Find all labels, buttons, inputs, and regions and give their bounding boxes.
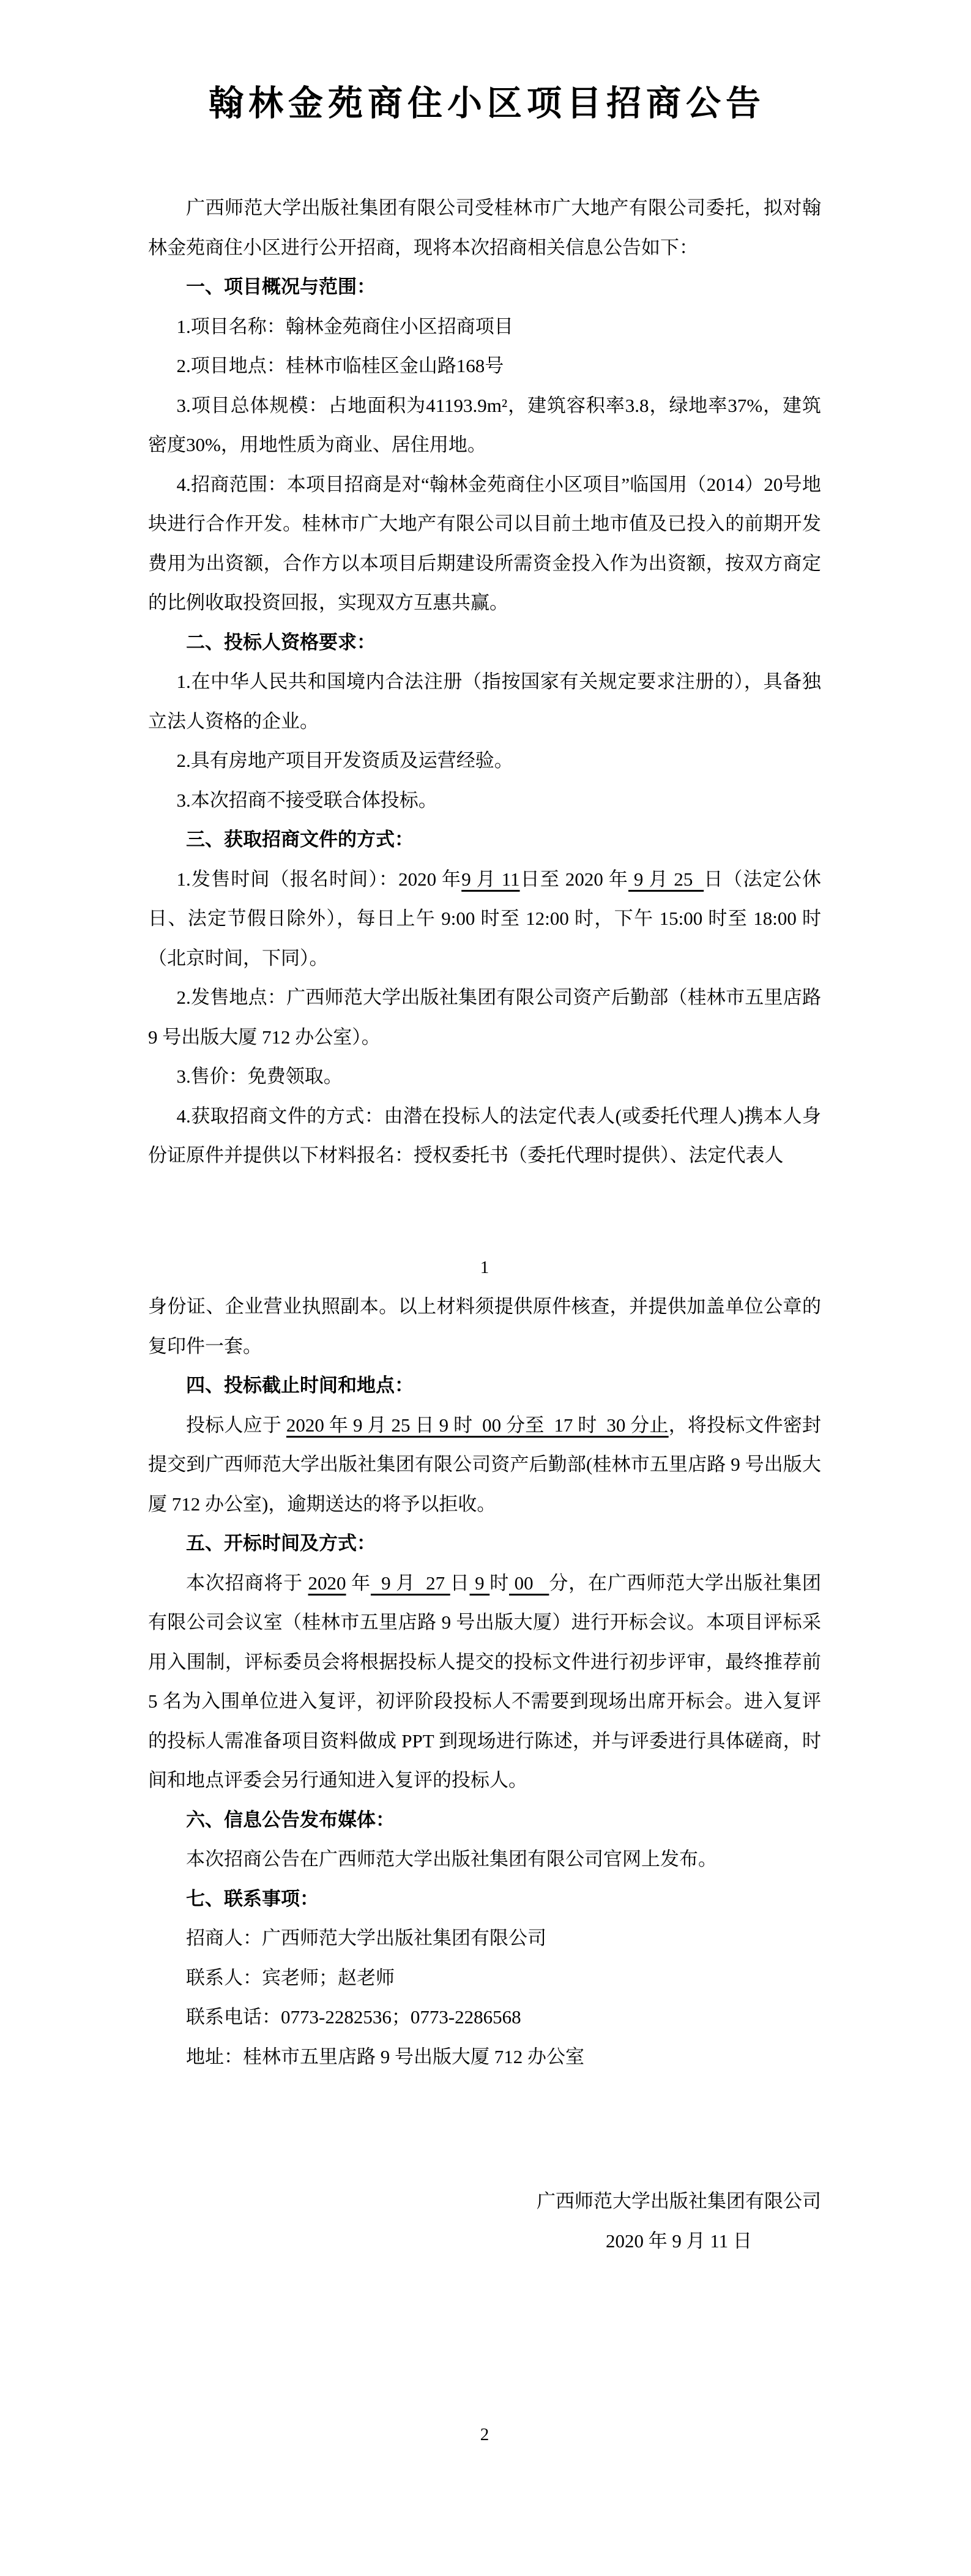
- bid-opening-text: 分，在广西师范大学出版社集团有限公司会议室（桂林市五里店路 9 号出版大厦）进行开标会议。本项目评标采用入围制，评标委员会将根据投标人提交的投标文件进行初步评审，最终推荐前 5 名为入围单位进入复评，初评阶段投标人不需要到现场出席开标会。进入复评的投标人需准备项目资料做成 PPT 到现场进行陈述，并与评委进行具体磋商，时间和地点评委会另行通知进入复评的投标人。: [148, 1572, 822, 1791]
- bid-opening-paragraph: [148, 1564, 821, 1801]
- section-5-bid-opening: [148, 1524, 821, 1801]
- contact-phone-line: 联系电话：0773-2282536；0773-2286568: [186, 2006, 521, 2028]
- intro-paragraph: 广西师范大学出版社集团有限公司受桂林市广大地产有限公司委托，拟对翰林金苑商住小区进行公开招商，现将本次招商相关信息公告如下：: [148, 197, 821, 258]
- project-scope-item: 4.招商范围：本项目招商是对“翰林金苑商住小区项目”临国用（2014）20号地块进行合作开发。桂林市广大地产有限公司以目前土地市值及已投入的前期开发费用为出资额，合作方以本项目后期建设所需资金投入作为出资额，按双方商定的比例收取投资回报，实现双方互惠共赢。: [148, 473, 821, 613]
- opening-minute-underlined: 00: [509, 1572, 549, 1594]
- section-7-heading: 七、联系事项：: [186, 1887, 319, 1910]
- contact-person-line: 联系人：宾老师；赵老师: [186, 1966, 395, 1988]
- qualification-item-3: 3.本次招商不接受联合体投标。: [176, 789, 437, 811]
- bid-deadline-text: ，将投标文件密封提交到广西师范大学出版社集团有限公司资产后勤部(桂林市五里店路 9 号出版大厦 712 办公室)，逾期送达的将予以拒收。: [148, 1414, 822, 1515]
- section-2-heading: 二、投标人资格要求：: [186, 631, 376, 653]
- sale-time-item: [148, 860, 821, 979]
- bid-opening-text: 时: [489, 1572, 510, 1594]
- bid-opening-text: 年: [346, 1572, 371, 1594]
- obtain-method-item-part2: 身份证、企业营业执照副本。以上材料须提供原件核查，并提供加盖单位公章的复印件一套。: [148, 1296, 821, 1357]
- sale-start-date-underlined: 9 月 11: [461, 868, 520, 890]
- bid-deadline-text: 投标人应于: [186, 1414, 286, 1436]
- sale-price-item: 3.售价：免费领取。: [176, 1066, 343, 1087]
- section-6-heading: 六、信息公告发布媒体：: [186, 1809, 395, 1831]
- section-2-bidder-qualifications: [148, 623, 821, 821]
- project-scale-item: 3.项目总体规模：占地面积为41193.9m²，建筑容积率3.8，绿地率37%，建筑密度30%，用地性质为商业、居住用地。: [148, 394, 821, 455]
- obtain-method-item-part1: 4.获取招商文件的方式：由潜在投标人的法定代表人(或委托代理人)携本人身份证原件并提供以下材料报名：授权委托书（委托代理时提供）、法定代表人: [148, 1105, 821, 1166]
- qualification-item-2: 2.具有房地产项目开发资质及运营经验。: [176, 750, 513, 771]
- signature-company: 广西师范大学出版社集团有限公司: [537, 2190, 821, 2212]
- bid-opening-text: 本次招商将于: [186, 1572, 308, 1594]
- sale-time-text: 日（法定公休日、法定节假日除外），每日上午 9:00 时至 12:00 时，下午 15:00 时至 18:00 时（北京时间，下同）。: [148, 868, 821, 969]
- section-5-heading: 五、开标时间及方式：: [186, 1533, 376, 1554]
- qualification-item-1: 1.在中华人民共和国境内合法注册（指按国家有关规定要求注册的），具备独立法人资格的企业。: [148, 671, 821, 732]
- section-1-project-overview: [148, 267, 821, 623]
- bid-deadline-underlined: 2020 年 9 月 25 日 9 时 00 分至 17 时 30 分止: [286, 1414, 669, 1436]
- section-4-heading: 四、投标截止时间和地点：: [186, 1375, 414, 1396]
- sale-time-text: 1.发售时间（报名时间）：2020 年: [176, 868, 462, 890]
- bid-deadline-paragraph: [148, 1406, 821, 1525]
- document-title: 翰林金苑商住小区项目招商公告: [209, 84, 765, 123]
- opening-month-day-underlined: 9 月 27: [370, 1572, 450, 1594]
- bid-opening-text: 日: [450, 1572, 470, 1594]
- contact-inviter-line: 招商人：广西师范大学出版社集团有限公司: [186, 1927, 546, 1949]
- signature-block: [148, 2182, 821, 2261]
- signature-inner: [537, 2182, 821, 2261]
- section-4-bid-deadline: [148, 1366, 821, 1524]
- project-name-item: 1.项目名称：翰林金苑商住小区招商项目: [176, 315, 513, 337]
- page-number-2: 2: [480, 2425, 489, 2444]
- opening-hour-underlined: 9: [469, 1572, 490, 1594]
- announcement-media-paragraph: 本次招商公告在广西师范大学出版社集团有限公司官网上发布。: [186, 1848, 717, 1870]
- project-location-item: 2.项目地点：桂林市临桂区金山路168号: [176, 355, 504, 376]
- section-6-announcement-media: [148, 1801, 821, 1880]
- page-number-1: 1: [480, 1257, 489, 1277]
- section-1-heading: 一、项目概况与范围：: [186, 276, 376, 297]
- contact-address-line: 地址：桂林市五里店路 9 号出版大厦 712 办公室: [186, 2045, 584, 2067]
- announcement-document: [0, 78, 971, 2576]
- section-3-heading: 三、获取招商文件的方式：: [186, 829, 414, 850]
- section-7-contact-info: [148, 1880, 821, 2077]
- signature-date: 2020 年 9 月 11 日: [605, 2230, 753, 2252]
- section-3-obtain-documents: [148, 820, 821, 1176]
- sale-end-date-underlined: 9 月 25: [628, 868, 704, 890]
- sale-place-item: 2.发售地点：广西师范大学出版社集团有限公司资产后勤部（桂林市五里店路 9 号出版大厦 712 办公室）。: [148, 987, 821, 1048]
- sale-time-text: 日至 2020 年: [519, 868, 628, 890]
- opening-year-underlined: 2020: [308, 1572, 346, 1594]
